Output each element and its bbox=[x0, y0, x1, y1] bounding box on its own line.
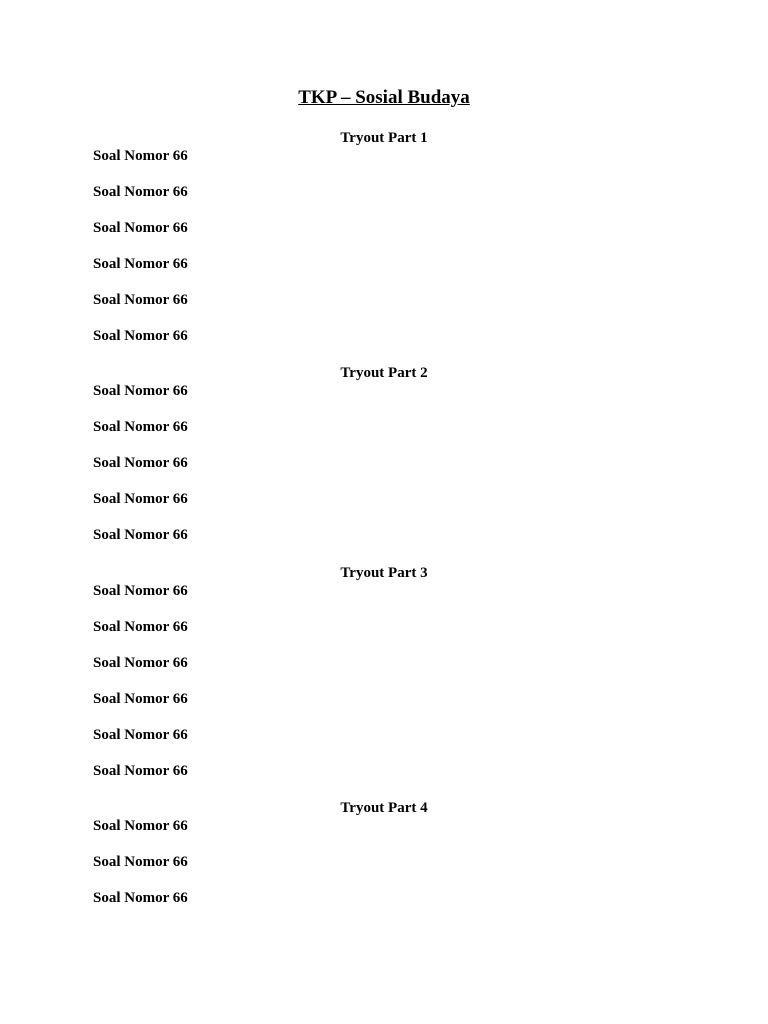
page-title: TKP – Sosial Budaya bbox=[298, 87, 470, 108]
question-item: Soal Nomor 66 bbox=[93, 491, 188, 507]
question-item: Soal Nomor 66 bbox=[93, 256, 188, 272]
question-item: Soal Nomor 66 bbox=[93, 763, 188, 779]
question-item: Soal Nomor 66 bbox=[93, 619, 188, 635]
question-item: Soal Nomor 66 bbox=[93, 890, 188, 906]
question-item: Soal Nomor 66 bbox=[93, 184, 188, 200]
question-item: Soal Nomor 66 bbox=[93, 220, 188, 236]
question-item: Soal Nomor 66 bbox=[93, 655, 188, 671]
section-heading: Tryout Part 3 bbox=[340, 565, 428, 581]
question-item: Soal Nomor 66 bbox=[93, 419, 188, 435]
section-heading: Tryout Part 1 bbox=[340, 130, 428, 146]
question-item: Soal Nomor 66 bbox=[93, 583, 188, 599]
section-heading: Tryout Part 4 bbox=[340, 800, 428, 816]
question-item: Soal Nomor 66 bbox=[93, 148, 188, 164]
question-item: Soal Nomor 66 bbox=[93, 727, 188, 743]
question-item: Soal Nomor 66 bbox=[93, 818, 188, 834]
question-item: Soal Nomor 66 bbox=[93, 527, 188, 543]
question-item: Soal Nomor 66 bbox=[93, 292, 188, 308]
question-item: Soal Nomor 66 bbox=[93, 328, 188, 344]
question-item: Soal Nomor 66 bbox=[93, 854, 188, 870]
section-heading: Tryout Part 2 bbox=[340, 365, 428, 381]
question-item: Soal Nomor 66 bbox=[93, 455, 188, 471]
question-item: Soal Nomor 66 bbox=[93, 383, 188, 399]
question-item: Soal Nomor 66 bbox=[93, 691, 188, 707]
